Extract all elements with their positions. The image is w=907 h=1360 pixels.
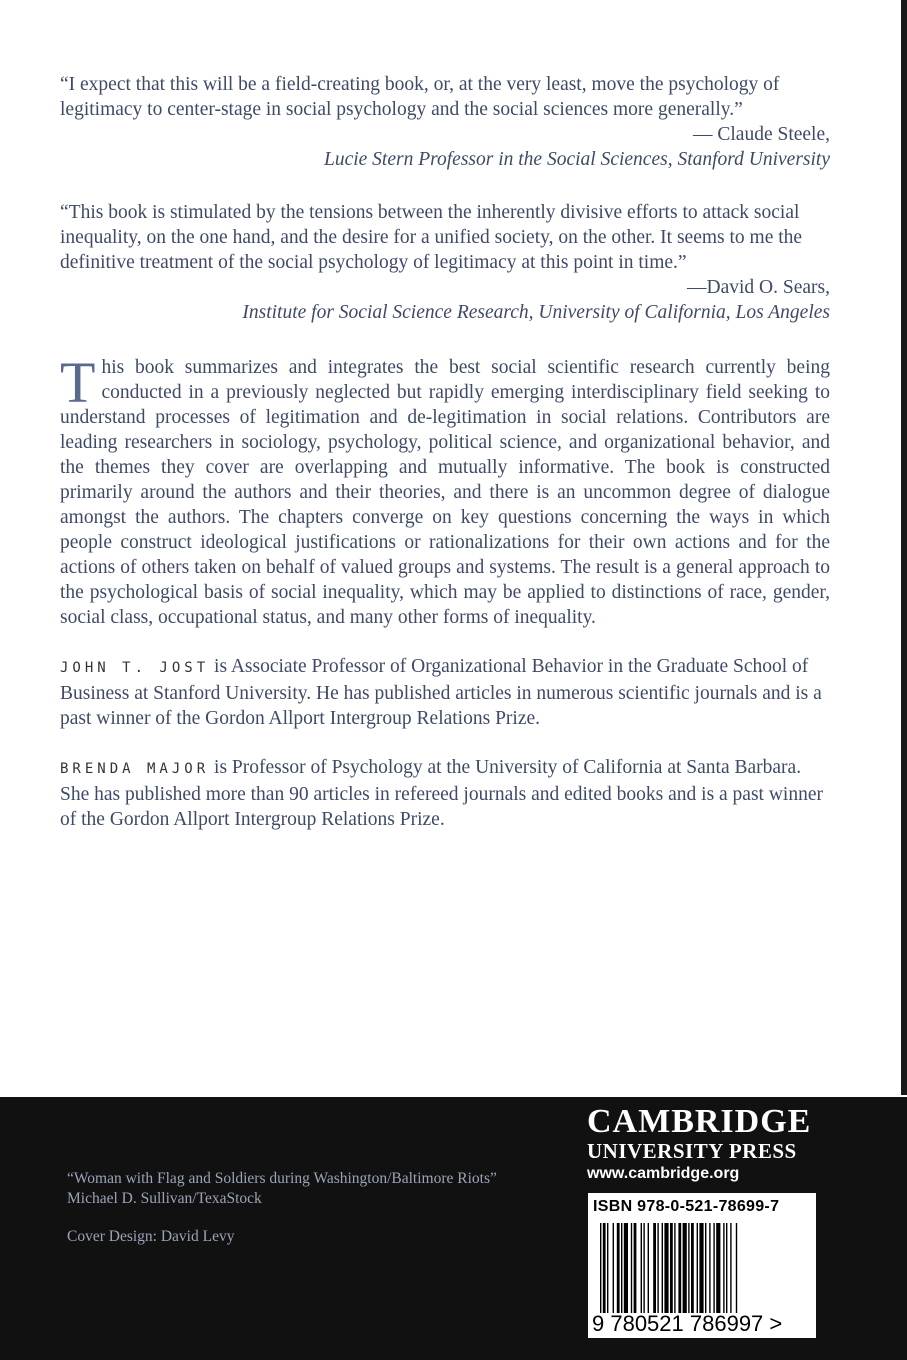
- editor-bio-1: [60, 654, 830, 731]
- barcode-bar: [716, 1223, 720, 1313]
- editor-name: JOHN T. JOST: [60, 660, 210, 676]
- image-credit-title: “Woman with Flag and Soldiers during Washington/Baltimore Riots”: [67, 1170, 497, 1187]
- barcode-bar: [713, 1223, 714, 1313]
- barcode-bar: [600, 1223, 601, 1313]
- barcode-bar: [617, 1223, 620, 1313]
- barcode-bar: [678, 1223, 681, 1313]
- barcode-bar: [657, 1223, 658, 1313]
- barcode-bar: [624, 1223, 628, 1313]
- book-summary: [60, 350, 830, 630]
- barcode-bar: [736, 1223, 737, 1313]
- barcode-bar: [674, 1223, 675, 1313]
- barcode-bar: [730, 1223, 731, 1313]
- barcode-bar: [643, 1223, 644, 1313]
- barcode-bar: [607, 1223, 608, 1313]
- quote-attribution: [60, 122, 830, 172]
- image-credit-source: Michael D. Sullivan/TexaStock: [67, 1190, 262, 1207]
- barcode-bar: [723, 1223, 724, 1313]
- cover-credits: [67, 1169, 497, 1247]
- barcode-bar: [683, 1223, 687, 1313]
- barcode-bar: [699, 1223, 703, 1313]
- barcode-bar: [641, 1223, 642, 1313]
- barcode-bar: [634, 1223, 637, 1313]
- quote-author: — Claude Steele,: [692, 124, 830, 145]
- publisher-press: UNIVERSITY PRESS: [587, 1139, 797, 1163]
- barcode-bar: [705, 1223, 706, 1313]
- quote-text: “I expect that this will be a field-creating book, or, at the very least, move the psychology of legitimacy to center-stage in social psychology and the social sciences more generally.”: [60, 74, 780, 120]
- isbn-barcode: [588, 1193, 816, 1338]
- endorsement-quote-2: [60, 200, 830, 325]
- endorsement-quote-1: [60, 72, 830, 172]
- barcode-bar: [664, 1223, 668, 1313]
- barcode-icon: [590, 1223, 810, 1313]
- publisher-name: CAMBRIDGE: [587, 1103, 812, 1140]
- barcode-bar: [697, 1223, 698, 1313]
- barcode-bar: [631, 1223, 632, 1313]
- editor-bio-text: is Associate Professor of Organizational Behavior in the Graduate School of Business at Stanford University. He has published articles in numerous scientific journals and is a past winner of the Gordon Allport Intergroup Relations Prize.: [60, 656, 822, 729]
- barcode-bar: [613, 1223, 614, 1313]
- spine-edge: [901, 0, 907, 1095]
- barcode-bar: [621, 1223, 622, 1313]
- drop-cap: T: [60, 350, 96, 415]
- barcode-bar: [670, 1223, 673, 1313]
- editor-bio-2: [60, 755, 830, 832]
- barcode-bar: [662, 1223, 663, 1313]
- publisher-url: www.cambridge.org: [587, 1165, 740, 1182]
- quote-attribution: [60, 275, 830, 325]
- barcode-bar: [648, 1223, 649, 1313]
- back-cover-text: [60, 72, 830, 856]
- barcode-bar: [688, 1223, 689, 1313]
- publisher-logo: [587, 1105, 819, 1183]
- editor-name: BRENDA MAJOR: [60, 761, 210, 777]
- isbn-number: ISBN 978-0-521-78699-7: [593, 1198, 780, 1215]
- barcode-bar: [653, 1223, 656, 1313]
- barcode-bar: [726, 1223, 727, 1313]
- barcode-digits: 9 780521 786997 >: [592, 1311, 783, 1336]
- barcode-bar: [709, 1223, 710, 1313]
- editor-bio-text: is Professor of Psychology at the University of California at Santa Barbara. She has published more than 90 articles in refereed journals and edited books and is a past winner of the Gordon Allport Intergroup Relations Prize.: [60, 757, 823, 830]
- barcode-bar: [603, 1223, 606, 1313]
- quote-affiliation: Lucie Stern Professor in the Social Sciences, Stanford University: [323, 149, 830, 170]
- quote-affiliation: Institute for Social Science Research, University of California, Los Angeles: [242, 302, 830, 323]
- summary-text: his book summarizes and integrates the best social scientific research currently being conducted in a previously neglected but rapidly emerging interdisciplinary field seeking to understand processes of legitimation and de-legitimation in social relations. Contributors are leading researchers in sociology, psychology, political science, and organizational behavior, and the themes they cover are overlapping and mutually informative. The book is constructed primarily around the authors and their theories, and there is an uncommon degree of dialogue amongst the authors. The chapters converge on key questions concerning the ways in which people construct ideological justifications or rationalizations for their own actions and for the actions of others taken on behalf of valued groups and systems. The result is a general approach to the psychological basis of social inequality, which may be applied to distinctions of race, gender, social class, occupational status, and many other forms of inequality.: [60, 357, 830, 628]
- barcode-bar: [691, 1223, 694, 1313]
- quote-text: “This book is stimulated by the tensions between the inherently divisive efforts to attack social inequality, on the one hand, and the desire for a unified society, on the other. It seems to me the definitive treatment of the social psychology of legitimacy at this point in time.”: [60, 202, 803, 273]
- cover-footer: [0, 1097, 907, 1360]
- cover-design-credit: Cover Design: David Levy: [67, 1228, 235, 1245]
- quote-author: —David O. Sears,: [687, 277, 830, 298]
